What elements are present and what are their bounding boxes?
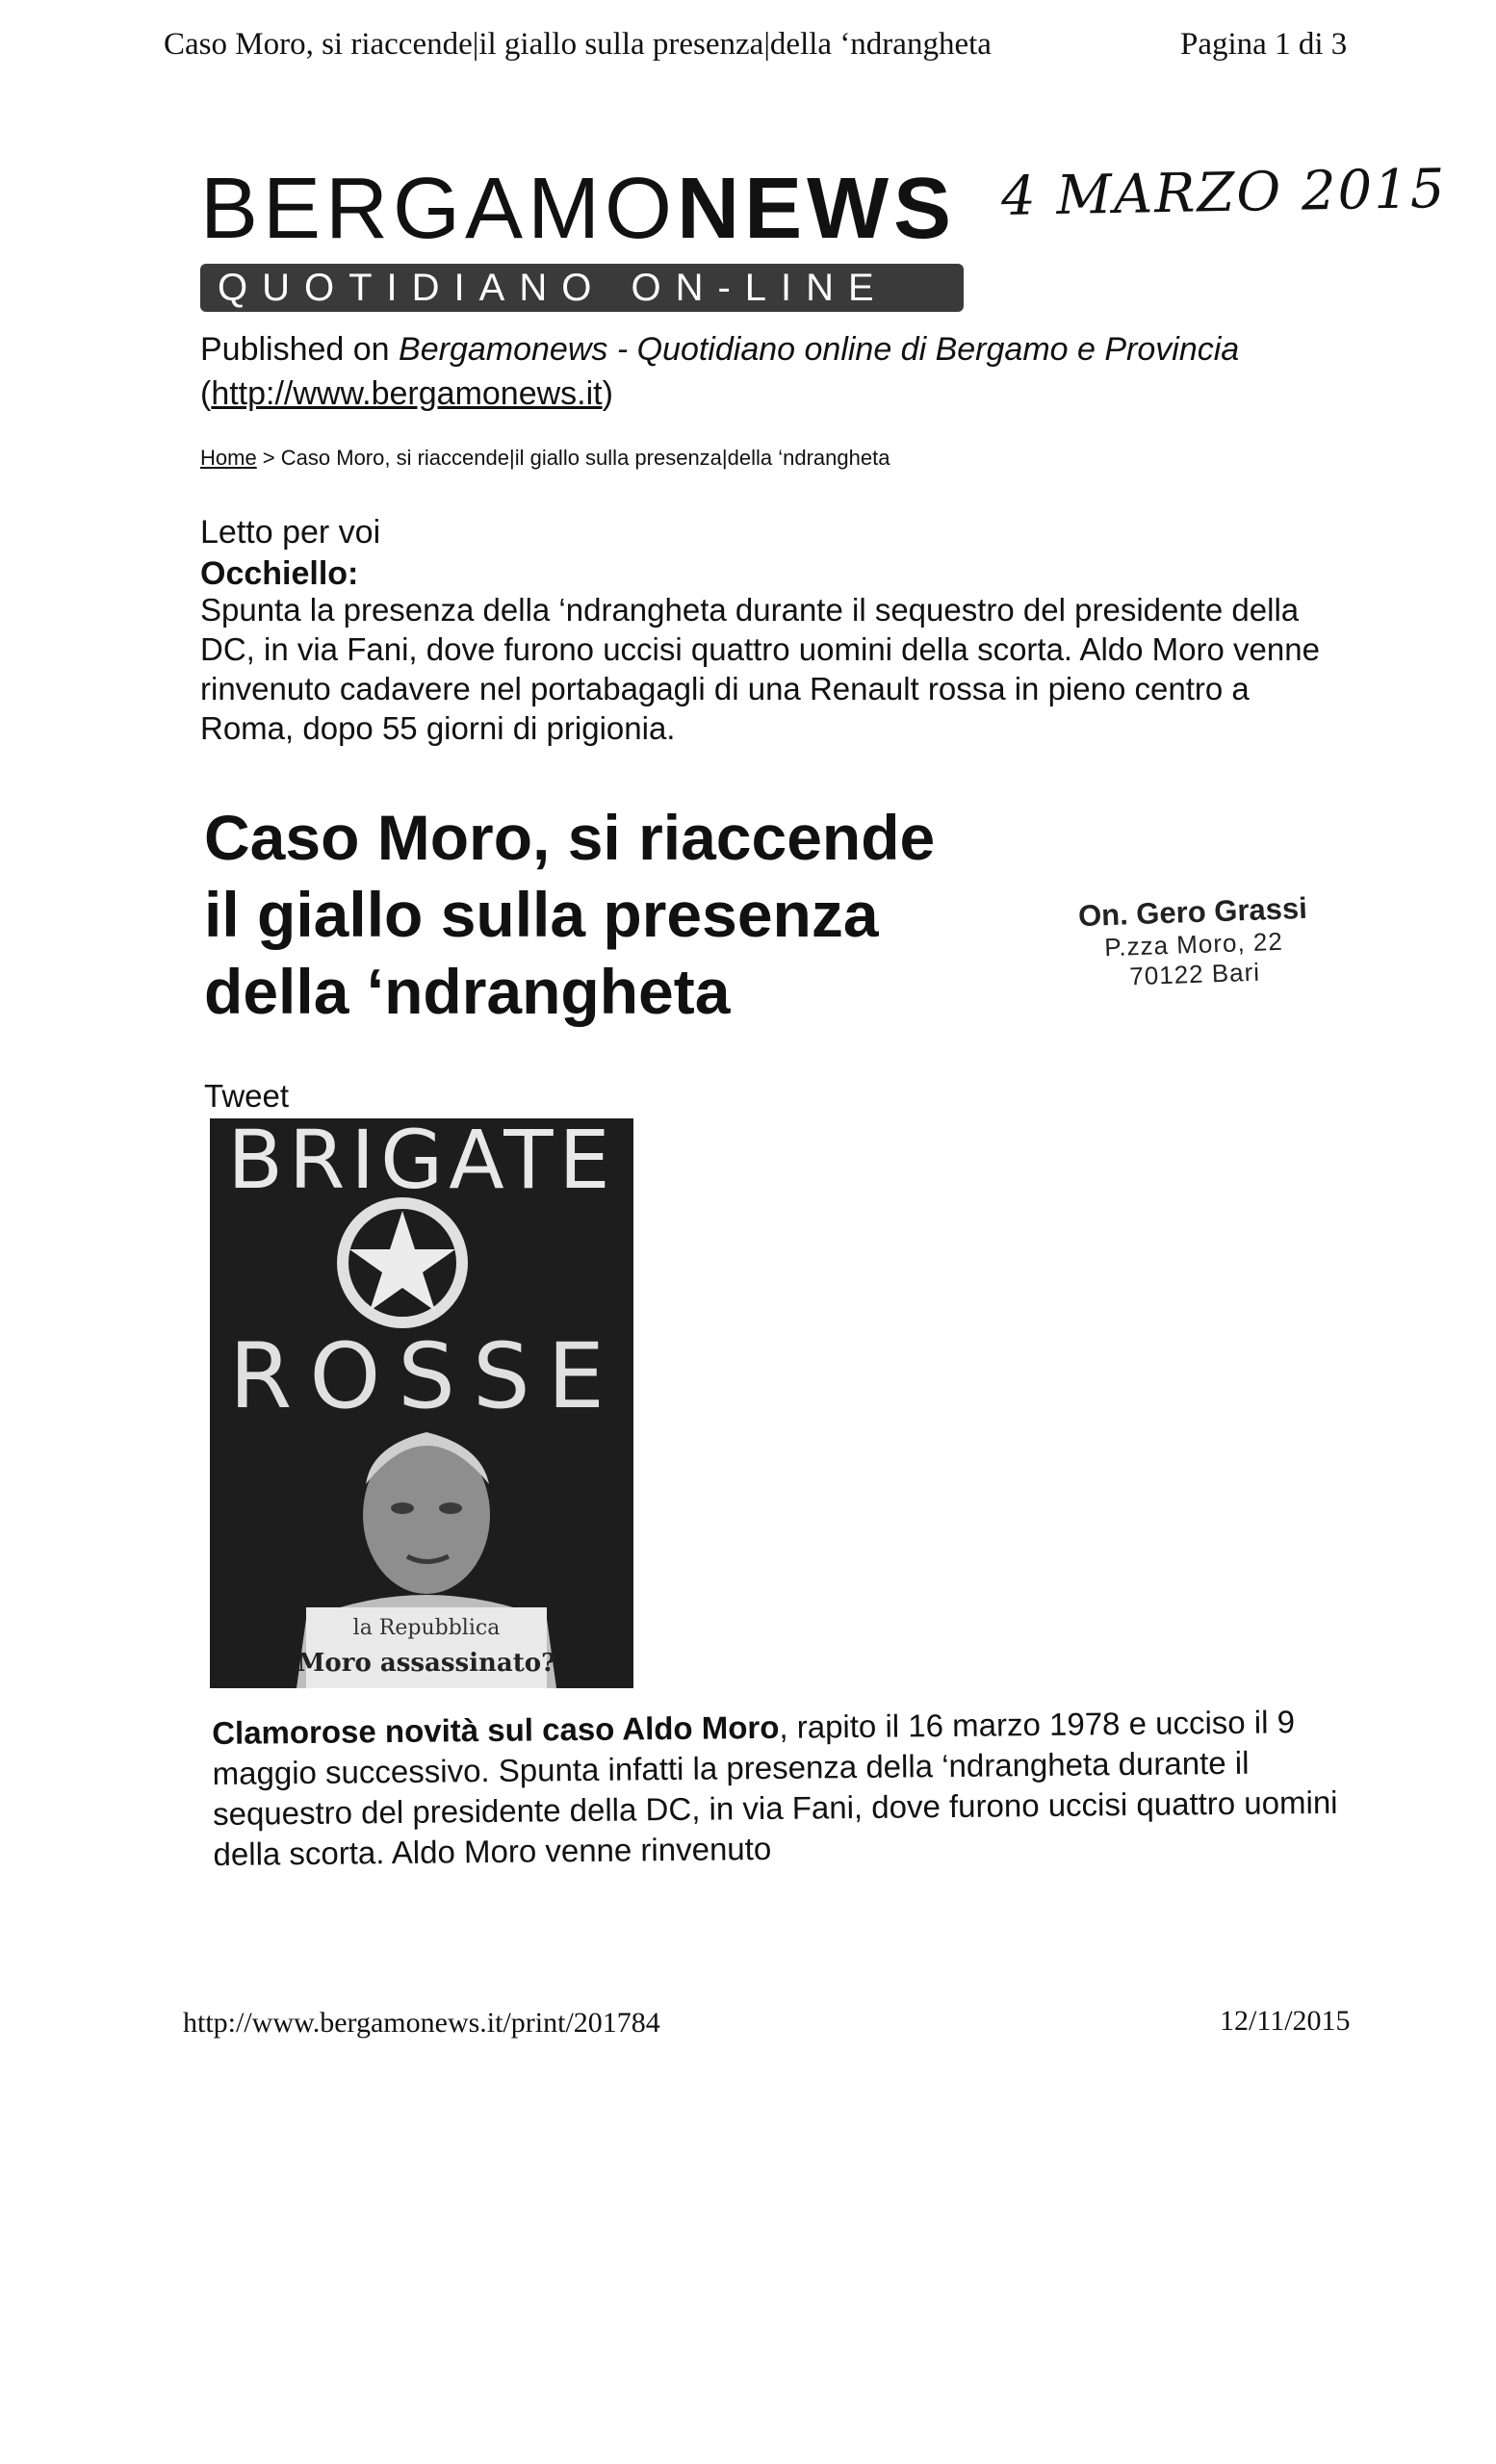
logo-word-bergamo: BERGAMO — [200, 161, 678, 257]
headline-line-1: Caso Moro, si riaccende — [204, 802, 936, 873]
site-logo[interactable] — [200, 161, 970, 312]
article-photo — [210, 1118, 633, 1688]
logo-wordmark — [200, 161, 970, 257]
newspaper-headline: Moro assassinato? — [297, 1649, 556, 1678]
article-body — [212, 1701, 1369, 1875]
breadcrumb — [200, 446, 890, 471]
occhiello-text: Spunta la presenza della ‘ndrangheta durante il sequestro del presidente della DC, in via Fani, dove furono uccisi quattro uomini della scorta. Aldo Moro venne rinvenuto cadavere nel portabagagli di una Renault rossa in pieno centro a Roma, dopo 55 giorni di prigionia. — [200, 592, 1320, 746]
photo-banner-top: BRIGATE — [227, 1118, 616, 1207]
stamp-city: 70122 Bari — [1128, 957, 1261, 991]
photo-illustration — [210, 1118, 633, 1688]
photo-banner-bottom: ROSSE — [229, 1324, 623, 1429]
published-open-paren: ( — [200, 375, 212, 412]
published-site-link[interactable]: http://www.bergamonews.it — [211, 375, 603, 412]
stamp-name: On. Gero Grassi — [1077, 890, 1308, 934]
article-headline — [204, 799, 1051, 1030]
logo-tagline: QUOTIDIANO ON-LINE — [200, 264, 964, 312]
headline-line-2: il giallo sulla presenza — [204, 879, 879, 950]
logo-word-news: NEWS — [677, 161, 957, 257]
print-footer-date: 12/11/2015 — [1220, 2005, 1351, 2037]
newspaper-masthead: la Repubblica — [352, 1616, 501, 1640]
headline-line-3: della ‘ndrangheta — [204, 956, 731, 1027]
address-stamp — [1038, 889, 1349, 994]
article-text: , rapito il 16 marzo 1978 e ucciso il 9 maggio successivo. Spunta infatti la presenza della ‘ndrangheta durante il sequestro del presidente della DC, in via Fani, dove furono uccisi quattro uomini della scorta. Aldo Moro venne rinvenuto — [212, 1704, 1338, 1872]
print-header-title: Caso Moro, si riaccende|il giallo sulla presenza|della ‘ndrangheta — [164, 27, 992, 62]
print-footer-url: http://www.bergamonews.it/print/201784 — [183, 2007, 660, 2039]
published-close-paren: ) — [602, 375, 613, 412]
breadcrumb-home-link[interactable]: Home — [200, 446, 257, 470]
section-label: Letto per voi — [200, 514, 381, 551]
breadcrumb-current: Caso Moro, si riaccende|il giallo sulla presenza|della ‘ndrangheta — [280, 446, 890, 470]
stamp-street: P.zza Moro, 22 — [1103, 926, 1284, 962]
occhiello-label: Occhiello: — [200, 555, 359, 592]
print-page-number: Pagina 1 di 3 — [1180, 27, 1348, 62]
breadcrumb-separator: > — [256, 446, 281, 470]
handwritten-date: 4 MARZO 2015 — [1000, 157, 1448, 229]
tweet-button[interactable]: Tweet — [204, 1078, 290, 1114]
published-on — [200, 327, 1355, 416]
published-prefix: Published on — [200, 331, 400, 368]
published-site-name: Bergamonews - Quotidiano online di Bergamo e Provincia — [399, 331, 1240, 368]
article-lead: Clamorose novità sul caso Aldo Moro — [212, 1708, 780, 1751]
